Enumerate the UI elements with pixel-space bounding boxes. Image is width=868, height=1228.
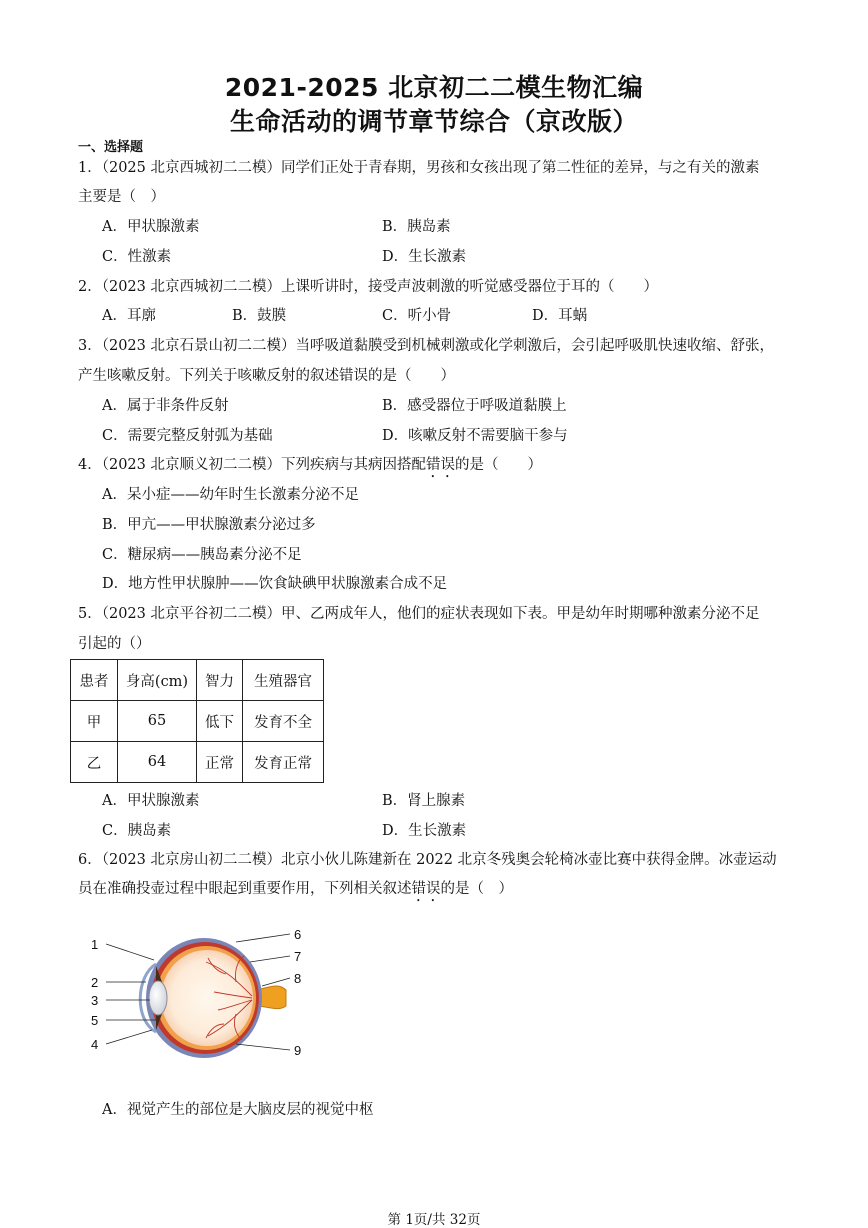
q3-option-b: B．感受器位于呼吸道黏膜上 bbox=[382, 398, 567, 414]
figure-label: 1 bbox=[91, 937, 99, 952]
table-cell: 发育正常 bbox=[243, 742, 324, 783]
table-header-cell: 患者 bbox=[71, 660, 118, 701]
table-header-row bbox=[71, 660, 324, 701]
eyeball-diagram bbox=[86, 920, 326, 1070]
q3-option-d: D．咳嗽反射不需要脑干参与 bbox=[382, 428, 568, 444]
table-cell: 发育不全 bbox=[243, 701, 324, 742]
q4-stem bbox=[78, 453, 542, 481]
q3-stem-line1: 3．（2023 北京石景山初二二模）当呼吸道黏膜受到机械刺激或化学刺激后，会引起呼吸肌快速收缩、舒张， bbox=[78, 338, 774, 354]
q3-option-a: A．属于非条件反射 bbox=[102, 398, 229, 414]
table-cell: 低下 bbox=[197, 701, 243, 742]
figure-label: 9 bbox=[294, 1043, 302, 1058]
q5-option-d: D．生长激素 bbox=[382, 823, 467, 839]
table-cell: 65 bbox=[118, 701, 197, 742]
figure-label: 6 bbox=[294, 927, 302, 942]
table-cell: 甲 bbox=[71, 701, 118, 742]
q1-stem-line1: 1．（2025 北京西城初二二模）同学们正处于青春期，男孩和女孩出现了第二性征的差异，与之有关的激素 bbox=[78, 160, 760, 176]
page-footer: 第 1页/共 32页 bbox=[387, 1212, 481, 1228]
q1-option-b: B．胰岛素 bbox=[382, 219, 451, 235]
table-cell: 乙 bbox=[71, 742, 118, 783]
q6-option-a: A．视觉产生的部位是大脑皮层的视觉中枢 bbox=[102, 1102, 374, 1118]
q2-option-b: B．鼓膜 bbox=[232, 308, 287, 324]
q2-option-d: D．耳蜗 bbox=[532, 308, 588, 324]
q4-option-a: A．呆小症——幼年时生长激素分泌不足 bbox=[102, 487, 359, 503]
q1-option-c: C．性激素 bbox=[102, 249, 172, 265]
q4-option-c: C．糖尿病——胰岛素分泌不足 bbox=[102, 547, 302, 563]
figure-label: 5 bbox=[91, 1013, 99, 1028]
vitreous-body bbox=[161, 950, 253, 1046]
table-cell: 正常 bbox=[197, 742, 243, 783]
q2-option-a: A．耳廓 bbox=[102, 308, 156, 324]
q5-option-b: B．肾上腺素 bbox=[382, 793, 466, 809]
q6-stem-pre: 员在准确投壶过程中眼起到重要作用，下列相关叙述 bbox=[78, 881, 412, 897]
figure-label: 4 bbox=[91, 1037, 99, 1052]
q2-option-c: C．听小骨 bbox=[382, 308, 452, 324]
q4-stem-emphasis: 错误 bbox=[425, 457, 455, 473]
figure-label: 3 bbox=[91, 993, 99, 1008]
q4-stem-post: 的是（ ） bbox=[454, 457, 542, 473]
q5-option-a: A．甲状腺激素 bbox=[102, 793, 200, 809]
table-cell: 64 bbox=[118, 742, 197, 783]
figure-label: 8 bbox=[294, 971, 302, 986]
q6-stem-emphasis: 错误 bbox=[411, 881, 441, 897]
q4-stem-pre: 4．（2023 北京顺义初二二模）下列疾病与其病因搭配 bbox=[78, 457, 426, 473]
q6-stem-line2 bbox=[78, 877, 513, 905]
q1-stem-line2: 主要是（ ） bbox=[78, 189, 165, 205]
q4-option-b: B．甲亢——甲状腺激素分泌过多 bbox=[102, 517, 316, 533]
table-header-cell: 生殖器官 bbox=[243, 660, 324, 701]
figure-label: 2 bbox=[91, 975, 99, 990]
q3-stem-line2: 产生咳嗽反射。下列关于咳嗽反射的叙述错误的是（ ） bbox=[78, 368, 455, 384]
document-title-line2: 生命活动的调节章节综合（京改版） bbox=[229, 107, 638, 136]
q1-option-a: A．甲状腺激素 bbox=[102, 219, 200, 235]
q4-option-d: D．地方性甲状腺肿——饮食缺碘甲状腺激素合成不足 bbox=[102, 576, 448, 592]
table-row bbox=[71, 742, 324, 783]
q5-symptom-table bbox=[70, 659, 324, 783]
figure-label: 7 bbox=[294, 949, 302, 964]
document-title-line1: 2021-2025 北京初二二模生物汇编 bbox=[224, 73, 644, 102]
q6-stem-post: 的是（ ） bbox=[440, 881, 513, 897]
table-row bbox=[71, 701, 324, 742]
table-header-cell: 智力 bbox=[197, 660, 243, 701]
q6-stem-line1: 6．（2023 北京房山初二二模）北京小伙儿陈建新在 2022 北京冬残奥会轮椅冰壶比赛中获得金牌。冰壶运动 bbox=[78, 852, 777, 868]
q1-option-d: D．生长激素 bbox=[382, 249, 467, 265]
q5-stem-line1: 5．（2023 北京平谷初二二模）甲、乙两成年人，他们的症状表现如下表。甲是幼年时期哪种激素分泌不足 bbox=[78, 606, 760, 622]
q3-option-c: C．需要完整反射弧为基础 bbox=[102, 428, 273, 444]
q2-stem: 2．（2023 北京西城初二二模）上课听讲时，接受声波刺激的听觉感受器位于耳的（ ） bbox=[78, 279, 658, 295]
q5-stem-line2: 引起的（） bbox=[78, 636, 151, 652]
section-heading: 一、选择题 bbox=[78, 140, 144, 155]
q5-option-c: C．胰岛素 bbox=[102, 823, 172, 839]
lens bbox=[149, 981, 167, 1015]
table-header-cell: 身高(cm) bbox=[118, 660, 197, 701]
